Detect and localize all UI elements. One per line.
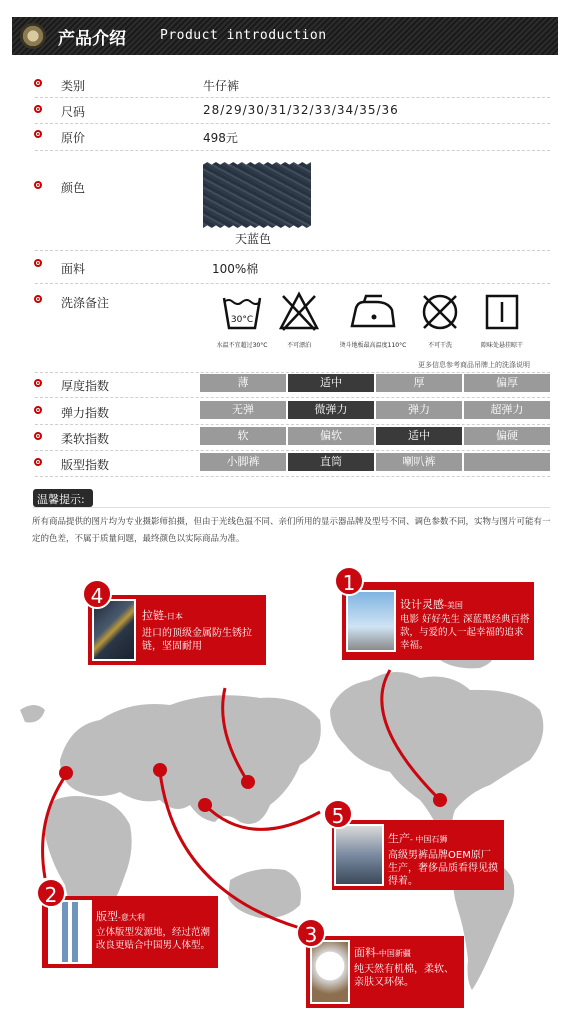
divider: [35, 250, 550, 251]
index-option: 无弹: [200, 401, 286, 419]
tips-badge: [33, 489, 93, 507]
care-item-dry: [480, 290, 524, 349]
spec-label-category: 类别: [61, 79, 86, 93]
index-scale: [200, 374, 550, 392]
bullet-icon: [34, 79, 42, 87]
badge-number: 2: [36, 878, 66, 908]
index-label-elasticity: 弹力指数: [61, 406, 110, 420]
index-option: [464, 453, 550, 471]
bullet-icon: [34, 259, 42, 267]
index-scale: [200, 453, 550, 471]
bullet-icon: [34, 458, 42, 466]
badge-number: 4: [82, 579, 112, 609]
divider: [35, 150, 550, 151]
header-title-cn: 产品介绍: [58, 29, 126, 49]
bullet-icon: [34, 295, 42, 303]
index-option: 适中: [376, 427, 462, 445]
card-desc: 电影 好好先生 深蓝黑经典百搭款，与爱的人一起幸福的追求幸福。: [400, 614, 530, 651]
index-option: 适中: [288, 374, 374, 392]
divider: [35, 397, 550, 398]
card-desc: 高级男裤品牌OEM原厂生产，奢侈品质看得见摸得着。: [388, 850, 498, 887]
index-label-thickness: 厚度指数: [61, 379, 110, 393]
wash-30-icon: [220, 290, 264, 334]
spec-value-category: 牛仔裤: [203, 79, 240, 93]
no-dryclean-icon: [418, 290, 462, 334]
care-note: 更多信息参考商品吊牌上的洗涤说明: [418, 361, 530, 369]
factory-photo: [334, 824, 384, 886]
spec-value-fabric: 100%棉: [212, 262, 259, 276]
divider: [35, 476, 550, 477]
card-title: 拉链-日本: [142, 609, 183, 622]
card-title: 版型-意大利: [96, 910, 145, 923]
card-desc: 纯天然有机棉，柔软、亲肤又环保。: [354, 964, 454, 988]
card-title: 面料-中国新疆: [354, 946, 411, 959]
index-option: 偏厚: [464, 374, 550, 392]
badge-number: 3: [296, 918, 326, 948]
care-caption: 不可漂泊: [286, 342, 312, 349]
no-bleach-icon: [279, 290, 319, 334]
bullet-icon: [34, 181, 42, 189]
card-title: 设计灵感-美国: [400, 598, 463, 611]
card-desc: 立体版型发源地，经过范潮改良更贴合中国男人体型。: [96, 927, 211, 951]
bullet-icon: [34, 379, 42, 387]
index-option: 喇叭裤: [376, 453, 462, 471]
bullet-icon: [34, 432, 42, 440]
index-scale: [200, 427, 550, 445]
divider: [35, 283, 550, 284]
jeans-photo: [48, 900, 92, 964]
divider: [35, 424, 550, 425]
index-option: 薄: [200, 374, 286, 392]
badge-number: 1: [334, 566, 364, 596]
spec-label-fabric: 面料: [61, 262, 86, 276]
spec-value-color: 天蓝色: [235, 232, 272, 246]
card-desc: 进口的顶级金属防生锈拉链，坚固耐用: [142, 628, 252, 652]
card-title: 生产- 中国石狮: [388, 832, 448, 845]
map-card-production: [332, 820, 504, 890]
index-option: 小脚裤: [200, 453, 286, 471]
care-caption: 水温不宜超过30°C: [216, 342, 268, 349]
spec-value-size: 28/29/30/31/32/33/34/35/36: [203, 103, 399, 117]
index-scale: [200, 401, 550, 419]
hang-dry-icon: [482, 290, 522, 334]
spec-label-price: 原价: [61, 131, 86, 145]
map-card-fabric: [306, 936, 464, 1008]
divider: [35, 97, 550, 98]
index-label-fit: 版型指数: [61, 458, 110, 472]
brand-emblem-icon: [20, 23, 46, 49]
tips-text: 所有商品提供的图片均为专业摄影师拍摄，但由于光线色温不同、亲们所用的显示器品牌及型号不同、调色参数不同，实物与图片可能有一定的色差，不属于质量问题，最终颜色以实际商品为准。: [32, 517, 551, 544]
index-option: 直筒: [288, 453, 374, 471]
index-option: 超弹力: [464, 401, 550, 419]
care-item-iron: [339, 290, 407, 349]
svg-text:30°C: 30°C: [230, 315, 254, 325]
index-option: 偏软: [288, 427, 374, 445]
divider: [33, 507, 550, 508]
care-item-dryclean: [418, 290, 462, 349]
spec-label-size: 尺码: [61, 105, 86, 119]
tips-title: 温馨提示:: [37, 493, 85, 506]
map-card-zipper: [88, 595, 266, 665]
care-caption: 隙味处悬挂晾干: [480, 342, 524, 349]
index-option: 厚: [376, 374, 462, 392]
index-label-softness: 柔软指数: [61, 432, 110, 446]
spec-value-price: 498元: [203, 131, 238, 145]
divider: [35, 123, 550, 124]
care-item-wash: [216, 290, 268, 349]
badge-number: 5: [323, 799, 353, 829]
index-option: 软: [200, 427, 286, 445]
divider: [35, 372, 550, 373]
bullet-icon: [34, 130, 42, 138]
section-header: [12, 17, 558, 55]
divider: [35, 450, 550, 451]
care-caption: 烫斗地板最高温度110°C: [339, 342, 407, 349]
map-card-fit: [42, 896, 218, 968]
index-option: 弹力: [376, 401, 462, 419]
care-item-bleach: [279, 290, 319, 349]
cotton-photo: [310, 940, 350, 1004]
spec-label-color: 颜色: [61, 181, 86, 195]
bullet-icon: [34, 406, 42, 414]
care-caption: 不可干洗: [427, 342, 453, 349]
iron-low-icon: [348, 290, 398, 334]
index-option: 微弹力: [288, 401, 374, 419]
color-swatch: [203, 162, 311, 228]
header-title-en: Product introduction: [160, 28, 327, 43]
design-photo: [346, 590, 396, 652]
spec-label-wash: 洗涤备注: [61, 296, 110, 310]
index-option: 偏硬: [464, 427, 550, 445]
map-card-design: [342, 582, 534, 660]
bullet-icon: [34, 105, 42, 113]
